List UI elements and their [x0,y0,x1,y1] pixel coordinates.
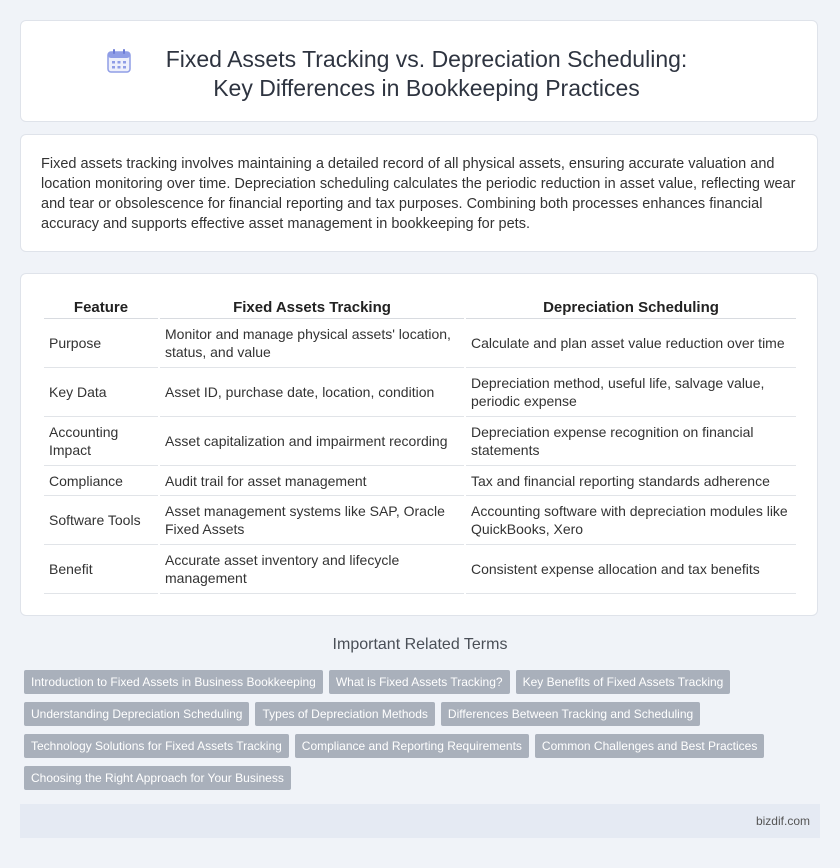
header-depreciation: Depreciation Scheduling [466,296,796,319]
related-term-tag[interactable]: What is Fixed Assets Tracking? [329,670,510,694]
related-term-tag[interactable]: Key Benefits of Fixed Assets Tracking [516,670,731,694]
page-title: Fixed Assets Tracking vs. Depreciation Scheduling: Key Differences in Bookkeeping Practices [165,46,688,101]
feature-cell: Key Data [44,368,158,417]
related-term-tag[interactable]: Understanding Depreciation Scheduling [24,702,249,726]
related-term-tag[interactable]: Introduction to Fixed Assets in Business Bookkeeping [24,670,323,694]
fixed-assets-cell: Asset ID, purchase date, location, condition [160,368,464,417]
intro-card [20,134,818,252]
depreciation-cell: Calculate and plan asset value reduction over time [466,319,796,368]
feature-cell: Purpose [44,319,158,368]
depreciation-cell: Depreciation expense recognition on financial statements [466,417,796,466]
related-term-tag[interactable]: Compliance and Reporting Requirements [295,734,529,758]
related-term-tag[interactable]: Technology Solutions for Fixed Assets Tracking [24,734,289,758]
related-term-tag[interactable]: Choosing the Right Approach for Your Business [24,766,291,790]
table-row [44,319,796,368]
title-card [20,20,818,122]
fixed-assets-cell: Asset capitalization and impairment recording [160,417,464,466]
table-row [44,496,796,545]
table-row [44,368,796,417]
related-terms-heading: Important Related Terms [332,636,508,653]
site-link[interactable]: bizdif.com [755,814,810,828]
related-term-tag[interactable]: Common Challenges and Best Practices [535,734,764,758]
table-row [44,417,796,466]
footer [20,804,820,838]
fixed-assets-cell: Monitor and manage physical assets' location, status, and value [160,319,464,368]
depreciation-cell: Depreciation method, useful life, salvage value, periodic expense [466,368,796,417]
table-header-row [44,296,796,319]
related-terms-list [24,670,804,798]
header-feature: Feature [44,296,158,319]
intro-text: Fixed assets tracking involves maintaining a detailed record of all physical assets, ensuring accurate valuation and location monitoring over time. Depreciation scheduling calculates the periodic reduction in asset value, reflecting wear and tear or obsolescence for financial reporting and tax purposes. Combining both processes enhances financial accuracy and supports effective asset management in bookkeeping for pets. [41,156,796,232]
related-term-tag[interactable]: Types of Depreciation Methods [255,702,434,726]
header-fixed-assets: Fixed Assets Tracking [160,296,464,319]
feature-cell: Accounting Impact [44,417,158,466]
table-row [44,466,796,496]
depreciation-cell: Accounting software with depreciation modules like QuickBooks, Xero [466,496,796,545]
related-term-tag[interactable]: Differences Between Tracking and Scheduling [441,702,700,726]
fixed-assets-cell: Accurate asset inventory and lifecycle management [160,545,464,594]
comparison-card [20,273,818,616]
comparison-table [42,296,798,594]
feature-cell: Software Tools [44,496,158,545]
fixed-assets-cell: Audit trail for asset management [160,466,464,496]
fixed-assets-cell: Asset management systems like SAP, Oracle Fixed Assets [160,496,464,545]
feature-cell: Compliance [44,466,158,496]
depreciation-cell: Consistent expense allocation and tax benefits [466,545,796,594]
feature-cell: Benefit [44,545,158,594]
table-row [44,545,796,594]
depreciation-cell: Tax and financial reporting standards adherence [466,466,796,496]
